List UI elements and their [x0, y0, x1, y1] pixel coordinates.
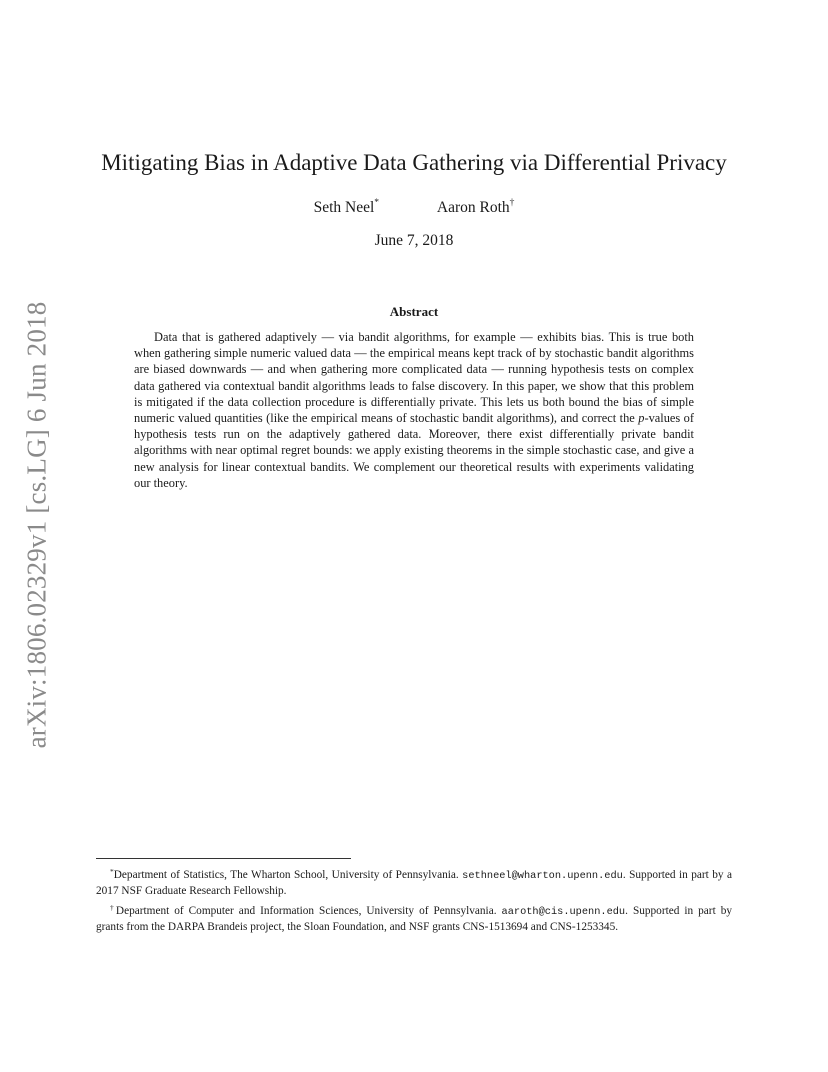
- footnote-seth-neel: [96, 864, 732, 900]
- abstract-body: [134, 329, 694, 491]
- author-footnote-mark: *: [374, 198, 380, 208]
- footnote-aaron-roth: [96, 900, 732, 936]
- author-name: Seth Neel: [313, 199, 375, 216]
- abstract-text-part-1: Data that is gathered adaptively — via bandit algorithms, for example — exhibits bias. This is true both when gathering simple numeric valued data — the empirical means kept track of by stochastic bandit algorithms are biased downwards — and when gathering more complicated data — running hypothesis tests on complex data gathered via contextual bandit algorithms leads to false discovery. In this paper, we show that this problem is mitigated if the data collection procedure is differentially private. This lets us both bound the bias of simple numeric valued quantities (like the empirical means of stochastic bandit algorithms), and correct the: [134, 330, 694, 426]
- email-link[interactable]: sethneel@wharton.upenn.edu: [462, 870, 623, 882]
- arxiv-identifier-stamp: arXiv:1806.02329v1 [cs.LG] 6 Jun 2018: [21, 301, 52, 749]
- author-seth-neel: [314, 198, 379, 217]
- footnotes: [96, 864, 732, 935]
- footnote-mark: †: [110, 902, 116, 912]
- author-name: Aaron Roth: [436, 199, 510, 216]
- footnote-mark: *: [110, 867, 114, 876]
- footnote-text: . Supported in part by grants from the DARPA Brandeis project, the Sloan Foundation, and NSF grants CNS-1513694 and CNS-1253345.: [96, 904, 732, 933]
- paper-title: Mitigating Bias in Adaptive Data Gathering via Differential Privacy: [101, 150, 727, 175]
- footnote-divider: [96, 858, 351, 859]
- p-symbol: p: [638, 411, 645, 426]
- footnote-text: . Supported in part by a 2017 NSF Graduate Research Fellowship.: [96, 869, 732, 898]
- author-list: [0, 198, 828, 217]
- author-footnote-mark: †: [509, 198, 515, 208]
- email-link[interactable]: aaroth@cis.upenn.edu: [501, 905, 626, 918]
- footnote-text: Department of Statistics, The Wharton School, University of Pennsylvania.: [113, 869, 463, 881]
- abstract-heading: Abstract: [389, 304, 439, 319]
- footnote-text: Department of Computer and Information Sciences, University of Pennsylvania.: [115, 904, 502, 917]
- paper-date: June 7, 2018: [374, 232, 454, 249]
- author-aaron-roth: [437, 198, 515, 217]
- abstract-text-part-2: -values of hypothesis tests run on the adaptively gathered data. Moreover, there exist differentially private bandit algorithms with near optimal regret bounds: we apply existing theorems in the simple stochastic case, and give a new analysis for linear contextual bandits. We complement our theoretical results with experiments validating our theory.: [134, 411, 694, 490]
